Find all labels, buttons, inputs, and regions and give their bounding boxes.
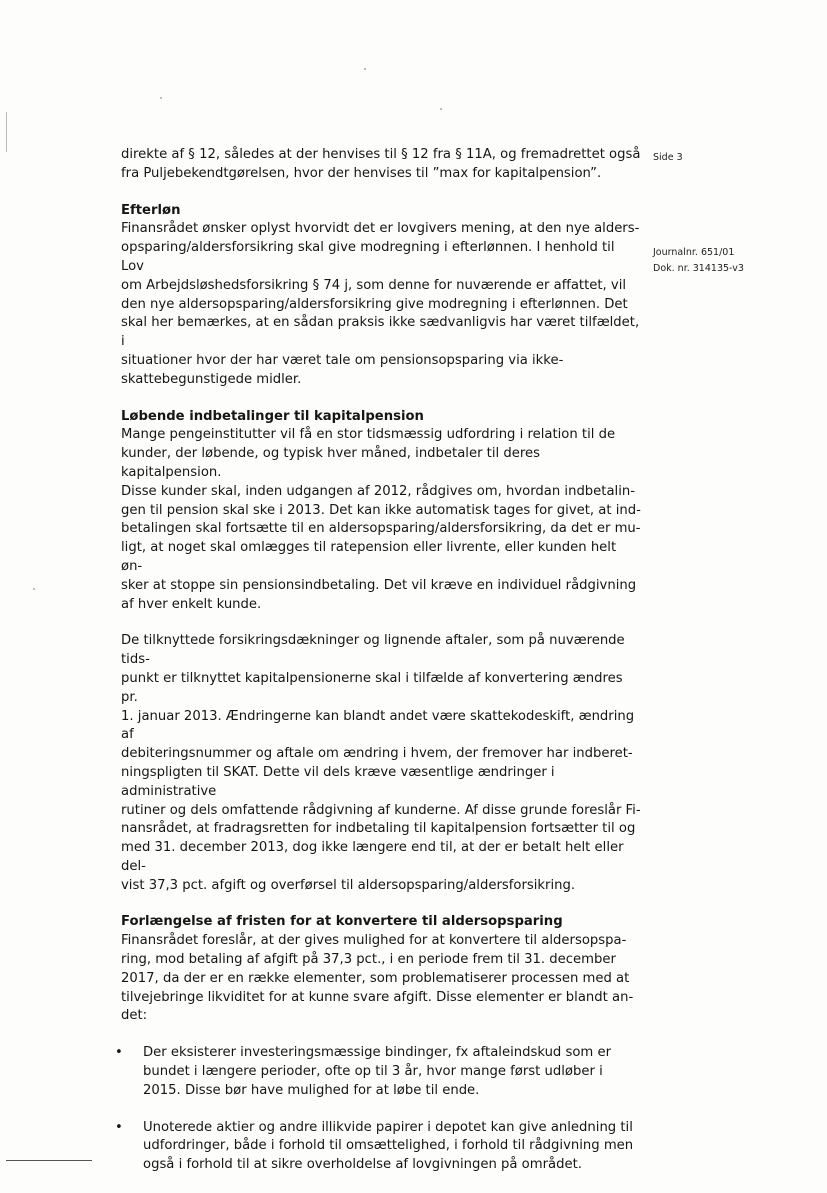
intro-paragraph [121,146,641,184]
text-line: De tilknyttede forsikringsdækninger og lignende aftaler, som på nuværende tids- [121,633,625,668]
text-line: skattebegunstigede midler. [121,371,302,387]
bullet-icon: • [115,1119,123,1135]
page-number: Side 3 [653,152,683,163]
text-line: vist 37,3 pct. afgift og overførsel til aldersopsparing/aldersforsikring. [121,877,576,893]
scan-speck [364,68,366,70]
scan-speck [160,97,162,99]
bullet-list [115,1044,641,1175]
list-item [115,1119,641,1175]
text-line: Mange pengeinstitutter vil få en stor tidsmæssig udfordring i relation til de [121,427,616,443]
text-line: skal her bemærkes, at en sådan praksis ikke sædvanligvis har været tilfældet, i [121,315,640,350]
scan-speck [33,588,35,590]
text-line: betalingen skal fortsætte til en aldersopsparing/aldersforsikring, da det er mu- [121,521,641,537]
text-line: udfordringer, både i forhold til omsættelighed, i forhold til rådgivning men [143,1138,634,1154]
text-line: situationer hvor der har været tale om pensionsopsparing via ikke- [121,352,564,368]
journal-number: Journalnr. 651/01 [653,247,735,258]
text-line: 1. januar 2013. Ændringerne kan blandt andet være skattekodeskift, ændring af [121,708,635,743]
section-heading: Efterløn [121,202,181,218]
section-forlaengelse [121,913,641,1026]
text-line: direkte af § 12, således at der henvises til § 12 fra § 11A, og fremadrettet også [121,147,641,162]
text-line: kunder, der løbende, og typisk hver måned, indbetaler til deres kapitalpension. [121,446,540,480]
document-references [653,245,744,277]
bullet-icon: • [115,1045,123,1061]
text-line: fra Puljebekendtgørelsen, hvor der henvises til ”max for kapitalpension”. [121,165,602,181]
text-line: også i forhold til at sikre overholdelse af lovgivningen på området. [143,1157,582,1173]
text-line: den nye aldersopsparing/aldersforsikring give modregning i efterlønnen. Det [121,296,628,312]
footer-rule [6,1160,92,1161]
text-line: ring, mod betaling af afgift på 37,3 pct., i en periode frem til 31. december [121,952,616,968]
text-line: rutiner og dels omfattende rådgivning af kunderne. Af disse grunde foreslår Fi- [121,802,641,818]
paragraph-forsikringsdaekninger [121,632,641,895]
text-line: punkt er tilknyttet kapitalpensionerne skal i tilfælde af konvertering ændres pr. [121,670,623,705]
text-line: Der eksisterer investeringsmæssige bindinger, fx aftaleindskud som er [143,1045,612,1061]
text-line: tilvejebringe likviditet for at kunne svare afgift. Disse elementer er blandt an- [121,989,634,1005]
text-line: om Arbejdsløshedsforsikring § 74 j, som denne for nuværende er affattet, vil [121,277,627,293]
document-body [115,146,641,1193]
document-number: Dok. nr. 314135-v3 [653,263,744,274]
text-line: bundet i længere perioder, ofte op til 3 år, hvor mange først udløber i [143,1064,603,1080]
text-line: gen til pension skal ske i 2013. Det kan ikke automatisk tages for givet, at ind- [121,502,641,518]
text-line: 2017, da der er en række elementer, som problematiserer processen med at [121,970,630,986]
text-line: af hver enkelt kunde. [121,596,262,612]
section-efterlon [121,202,641,390]
text-line: Disse kunder skal, inden udgangen af 2012, rådgives om, hvordan indbetalin- [121,483,635,499]
scan-speck [440,108,442,110]
text-line: Unoterede aktier og andre illikvide papirer i depotet kan give anledning til [143,1119,633,1135]
text-line: debiteringsnummer og aftale om ændring i hvem, der fremover har indberet- [121,746,633,762]
text-line: Finansrådet foreslår, at der gives mulighed for at konvertere til aldersopspa- [121,933,627,949]
text-line: nansrådet, at fradragsretten for indbetaling til kapitalpension fortsætter til og [121,821,636,837]
section-heading: Forlængelse af fristen for at konvertere til aldersopsparing [121,914,563,930]
text-line: 2015. Disse bør have mulighed for at løbe til ende. [143,1082,480,1098]
list-item [115,1044,641,1100]
section-heading: Løbende indbetalinger til kapitalpension [121,408,424,424]
text-line: Finansrådet ønsker oplyst hvorvidt det er lovgivers mening, at den nye alders- [121,221,640,237]
text-line: ningspligten til SKAT. Dette vil dels kræve væsentlige ændringer i administrative [121,764,555,799]
text-line: det: [121,1008,148,1024]
scan-margin-mark [6,112,7,152]
text-line: med 31. december 2013, dog ikke længere end til, at der er betalt helt eller del- [121,840,624,874]
text-line: sker at stoppe sin pensionsindbetaling. Det vil kræve en individuel rådgivning [121,577,637,593]
text-line: ligt, at noget skal omlægges til ratepension eller livrente, eller kunden helt øn- [121,540,617,574]
section-lobende-indbetalinger [121,408,641,615]
text-line: opsparing/aldersforsikring skal give modregning i efterlønnen. I henhold til Lov [121,240,615,274]
